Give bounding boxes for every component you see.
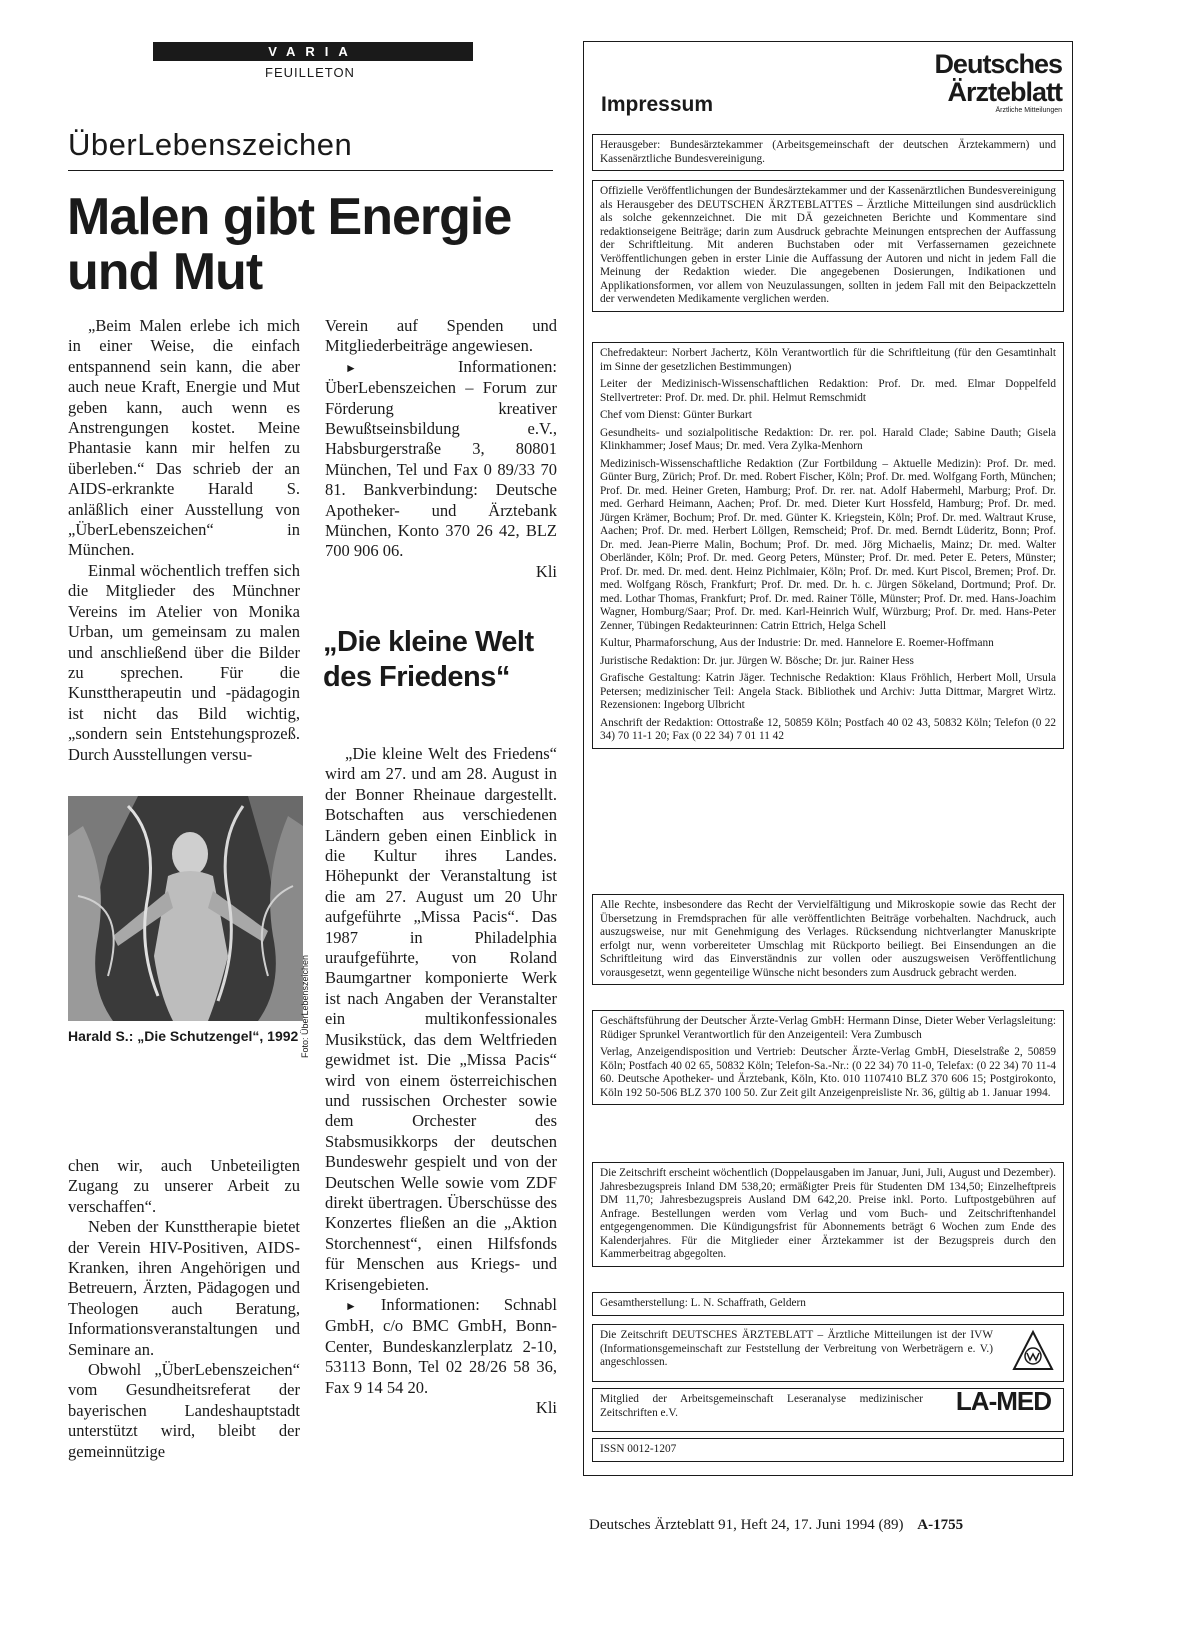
paragraph: chen wir, auch Unbeteiligten Zugang zu unserer Arbeit zu verschaffen“. [68, 1156, 300, 1216]
footer-citation: Deutsches Ärzteblatt 91, Heft 24, 17. Juni 1994 (89) [589, 1517, 904, 1533]
journal-logo [934, 50, 1062, 115]
article-column-left [68, 316, 300, 765]
ivw-block [592, 1324, 1064, 1382]
ivw-logo-icon [1011, 1329, 1055, 1373]
angel-painting-image [68, 796, 303, 1021]
publisher-text: Herausgeber: Bundesärztekammer (Arbeitsgemeinschaft der deutschen Ärztekammern) und Kassenärztliche Bundesvereinigung. [600, 139, 1056, 165]
article2-column [325, 744, 557, 1418]
lamed-block [592, 1388, 1064, 1432]
publisher-block [592, 134, 1064, 171]
official-notice-block [592, 180, 1064, 312]
paragraph: Neben der Kunsttherapie bietet der Verein HIV-Positiven, AIDS-Kranken, ihren Angehörigen und Betreuern, Ärzten, Pädagogen und Theologen auch Beratung, Informationsveranstaltungen und Seminare an. [68, 1217, 300, 1359]
publisher-management-block [592, 1010, 1064, 1105]
editorial-entry: Leiter der Medizinisch-Wissenschaftlichen Redaktion: Prof. Dr. med. Elmar Doppelfeld Stellvertreter: Prof. Dr. med. Dr. phil. Helmut Remschmidt [600, 378, 1056, 404]
photo-credit: Foto: ÜberLebenszeichen [300, 954, 310, 1058]
logo-tagline: Ärztliche Mitteilungen [995, 107, 1062, 114]
editorial-entry: Kultur, Pharmaforschung, Aus der Industrie: Dr. med. Hannelore E. Roemer-Hoffmann [600, 637, 994, 649]
editorial-entry: Grafische Gestaltung: Katrin Jäger. Technische Redaktion: Klaus Fröhlich, Herbert Moll, Ursula Petersen; medizinischer Teil: Angela Stack. Bibliothek und Archiv: Jutta Dittmar, Margret Wirtz. Rezensionen: Ingeborg Ulbricht [600, 672, 1056, 711]
editorial-block [592, 342, 1064, 749]
lamed-text: Mitglied der Arbeitsgemeinschaft Leseranalyse medizinischer Zeitschriften e.V. [600, 1393, 923, 1419]
arrow-icon: ► [345, 360, 357, 375]
editorial-entry: Juristische Redaktion: Dr. jur. Jürgen W. Bösche; Dr. jur. Rainer Hess [600, 654, 914, 667]
paragraph: „Die kleine Welt des Friedens“ wird am 27. und am 28. August in der Bonner Rheinaue dargestellt. Botschaften aus verschiedenen Ländern geben einen Einblick in die Kultur ihres Landes. Höhepunkt der Veranstaltung ist die am 27. August um 20 Uhr aufgeführte „Missa Pacis“. Das 1987 in Philadelphia uraufgeführte, von Roland Baumgartner komponierte Werk ist nach Angaben der Veranstalter ein multikonfessionales Musikstück, das dem Weltfrieden gewidmet ist. Die „Missa Pacis“ wird von einem österreichischen und russischen Orchester sowie dem Orchester des Stabsmusikkorps der deutschen Bundeswehr gespielt und von der Deutschen Welle sowie vom ZDF direkt übertragen. Überschüsse des Konzertes fließen an die „Aktion Storchennest“, einen Hilfsfonds für Menschen aus Kriegs- und Krisengebieten. [325, 744, 557, 1294]
paragraph: Einmal wöchentlich treffen sich die Mitglieder des Münchner Vereins im Atelier von Monika Urban, um gemeinsam zu malen und anschließend über die Bilder zu sprechen. Für die Kunsttherapeutin und -pädagogin ist nicht das Bild wichtig, „sondern sein Entstehungsprozeß. Durch Ausstellungen versu- [68, 560, 300, 764]
management-entry: Verlag, Anzeigendisposition und Vertrieb: Deutscher Ärzte-Verlag GmbH, Dieselstraße 2, 50859 Köln; Postfach 40 02 65, 50832 Köln; Telefon-Sa.-Nr.: (0 22 34) 70 11-0, Telefax: (0 22 34) 70 11-4 60. Deutsche Apotheker- und Ärztebank, Köln, Kto. 010 1107410 BLZ 370 606 15; Postgirokonto, Köln 192 50-506 BLZ 370 100 50. Zur Zeit gilt Anzeigenpreisliste Nr. 36, gültig ab 1. Januar 1994. [600, 1046, 1056, 1099]
lamed-logo: LA-MED [955, 1386, 1051, 1416]
issn-block [592, 1438, 1064, 1462]
article-column-right [325, 316, 557, 582]
logo-line: Deutsches [934, 49, 1062, 79]
printing-block [592, 1292, 1064, 1316]
info-text: Informationen: ÜberLebenszeichen – Forum zur Förderung kreativer Bewußtseinsbildung e.V., Habsburgerstraße 3, 80801 München, Tel und Fax 0 89/33 70 81. Bankverbindung: Deutsche Apotheker- und Ärztebank München, Konto 370 26 42, BLZ 700 906 06. [325, 356, 557, 561]
rights-block [592, 894, 1064, 985]
editorial-entry: Anschrift der Redaktion: Ottostraße 12, 50859 Köln; Postfach 40 02 43, 50832 Köln; Telefon (0 22 34) 70 11-1 20; Fax (0 22 34) 7 01 11 42 [600, 716, 1056, 742]
author-initials: Kli [535, 1398, 557, 1417]
section-bar: VARIA [153, 42, 473, 61]
impressum-box [583, 41, 1073, 1476]
rubric-divider [68, 170, 553, 171]
management-entry: Geschäftsführung der Deutscher Ärzte-Verlag GmbH: Hermann Dinse, Dieter Weber Verlagsleitung: Rüdiger Sprunkel Verantwortlich für den Anzeigenteil: Vera Zumbusch [600, 1015, 1056, 1041]
subscription-block [592, 1162, 1064, 1267]
rubric-title: ÜberLebenszeichen [68, 127, 353, 162]
editorial-entry: Gesundheits- und sozialpolitische Redaktion: Dr. rer. pol. Harald Clade; Sabine Dauth; Gisela Klinkhammer; Josef Maus; Dr. med. Vera Zylka-Menhorn [600, 426, 1056, 452]
arrow-icon: ► [345, 1298, 357, 1313]
article-column-left-continued [68, 1156, 300, 1462]
page-footer [589, 1517, 1073, 1534]
impressum-header [584, 42, 1072, 132]
info-paragraph [325, 1295, 557, 1418]
subscription-text: Die Zeitschrift erscheint wöchentlich (Doppelausgaben im Januar, Juni, Juli, August und Dezember). Jahresbezugspreis Inland DM 538,20; ermäßigter Preis für Studenten DM 134,50; Einzelheftpreis DM 11,70; Jahresbezugspreis Ausland DM 642,20. Preise inkl. Porto. Luftpostgebühren auf Anfrage. Bestellungen werden vom Verlag und vom Buch- und Zeitschriftenhandel entgegengenommen. Die Kündigungsfrist für Abonnements beträgt 6 Wochen zum Ende des Kalenderjahres. Für die Mitglieder einer Ärztekammer ist der Bezugspreis durch den Kammerbeitrag abgegolten. [600, 1167, 1057, 1260]
page-number: A-1755 [917, 1517, 964, 1533]
paragraph: Obwohl „ÜberLebenszeichen“ vom Gesundheitsreferat der bayerischen Landeshauptstadt unterstützt wird, bleibt der gemeinnützige [68, 1360, 300, 1461]
editorial-entry: Medizinisch-Wissenschaftliche Redaktion (Zur Fortbildung – Aktuelle Medizin): Prof. Dr. med. Günter Burg, Zürich; Prof. Dr. med. Robert Fischer, Köln; Prof. Dr. med. Wolfgang Forth, München; Prof. Dr. med. Heiner Greten, Hamburg; Prof. Dr. rer. nat. Adolf Habermehl, Marburg; Prof. Dr. med. Gerhard Heimann, Aachen; Prof. Dr. med. Dieter Kurt Hossfeld, Hamburg; Prof. Dr. med. Jürgen Krämer, Bochum; Prof. Dr. med. Günter K. Kriegstein, Köln; Prof. Dr. med. Waltraut Kruse, Aachen; Prof. Dr. med. Herbert Löllgen, Remscheid; Prof. Dr. med. Berndt Lüderitz, Bonn; Prof. Dr. med. Jean-Pierre Malin, Bochum; Prof. Dr. med. Jörg Michaelis, Mainz; Dr. med. Walter Oberländer, Köln; Prof. Dr. med. Georg Peters, Münster; Prof. Dr. med. Peter E. Peters, Münster; Prof. Dr. med. Dr. med. dent. Heinz Pichlmaier, Köln; Prof. Dr. med. Kurt Piscol, Bremen; Prof. Dr. med. Wolfgang Rösch, Frankfurt; Prof. Dr. med. Dr. h. c. Jürgen Sökeland, Dortmund; Prof. Dr. med. Lothar Thomas, Frankfurt; Prof. Dr. med. Rainer Tölle, Münster; Prof. Dr. med. Hans-Joachim Wagner, Homburg/Saar; Prof. Dr. med. Karl-Heinrich Wulf, Würzburg; Prof. Dr. med. Hans-Peter Zenner, Tübingen Redakteurinnen: Catrin Ettrich, Helga Schell [600, 457, 1057, 632]
printing-text: Gesamtherstellung: L. N. Schaffrath, Geldern [600, 1297, 806, 1309]
subsection-label: FEUILLETON [265, 65, 355, 80]
paragraph: Verein auf Spenden und Mitgliederbeiträge angewiesen. [325, 316, 557, 356]
issn-text: ISSN 0012-1207 [600, 1443, 677, 1455]
photo-caption: Harald S.: „Die Schutzengel“, 1992 [68, 1028, 299, 1044]
ivw-text: Die Zeitschrift DEUTSCHES ÄRZTEBLATT – Ärztliche Mitteilungen ist der IVW (Informationsgemeinschaft zur Feststellung der Verbreitung von Werbeträgern e. V.) angeschlossen. [600, 1329, 993, 1368]
rights-text: Alle Rechte, insbesondere das Recht der Vervielfältigung und Mikroskopie sowie das Recht der Übersetzung in Fremdsprachen für alle veröffentlichten Beiträge vorbehalten. Nachdruck, auch auszugsweise, nur mit Genehmigung des Verlages. Rücksendung nichtverlangter Manuskripte erfolgt nur, wenn vorbereiteter Umschlag mit Rückporto beiliegt. Bei Einsendungen an die Schriftleitung wird das Einverständnis zur vollen oder auszugsweisen Veröffentlichung vorausgesetzt, wenn gegenteilige Wünsche nicht besonders zum Ausdruck gebracht werden. [600, 899, 1056, 979]
editorial-entry: Chefredakteur: Norbert Jachertz, Köln Verantwortlich für die Schriftleitung (für den Gesamtinhalt im Sinne der gesetzlichen Bestimmungen) [600, 347, 1056, 373]
author-initials: Kli [535, 561, 557, 581]
info-paragraph [325, 357, 557, 582]
artwork-photo [68, 796, 303, 1021]
editorial-entry: Chef vom Dienst: Günter Burkart [600, 409, 752, 421]
article2-headline: „Die kleine Welt des Friedens“ [323, 626, 534, 693]
info-text: Informationen: Schnabl GmbH, c/o BMC GmbH, Bonn-Center, Bundeskanzlerplatz 2-10, 53113 Bonn, Tel 02 28/26 58 36, Fax 9 14 54 20. [325, 1294, 557, 1397]
impressum-title: Impressum [601, 93, 714, 116]
official-notice-text: Offizielle Veröffentlichungen der Bundesärztekammer und der Kassenärztlichen Bundesvereinigung als Herausgeber des DEUTSCHEN ÄRZTEBLATTES – Ärztliche Mitteilungen sind ausdrücklich als solche gekennzeichnet. Die mit DÄ gezeichneten Berichte und Kommentare sind redaktionseigene Beiträge; darin zum Ausdruck gebrachte Meinungen entsprechen der Auffassung der Schriftleitung. Mit anderen Buchstaben oder mit Verfassernamen gezeichnete Veröffentlichungen geben in erster Linie die Auffassung der Autoren und nicht in jedem Fall die Meinung der Redaktion wieder. Die angegebenen Dosierungen, Indikationen und Applikationsformen, vor allem von Neuzulassungen, sollten in jedem Fall mit den Beipackzetteln der verwendeten Medikamente verglichen werden. [600, 185, 1056, 305]
logo-line: Ärzteblatt [947, 77, 1062, 107]
paragraph: „Beim Malen erlebe ich mich in einer Weise, die einfach entspannend sein kann, die aber auch neue Kraft, Energie und Mut geben kann, auch wenn es Anstrengungen kostet. Meine Phantasie kann mir helfen zu überleben.“ Das schrieb der an AIDS-erkrankte Harald S. anläßlich einer Ausstellung von „ÜberLebenszeichen“ in München. [68, 316, 300, 560]
article-headline: Malen gibt Energie und Mut [67, 188, 512, 301]
